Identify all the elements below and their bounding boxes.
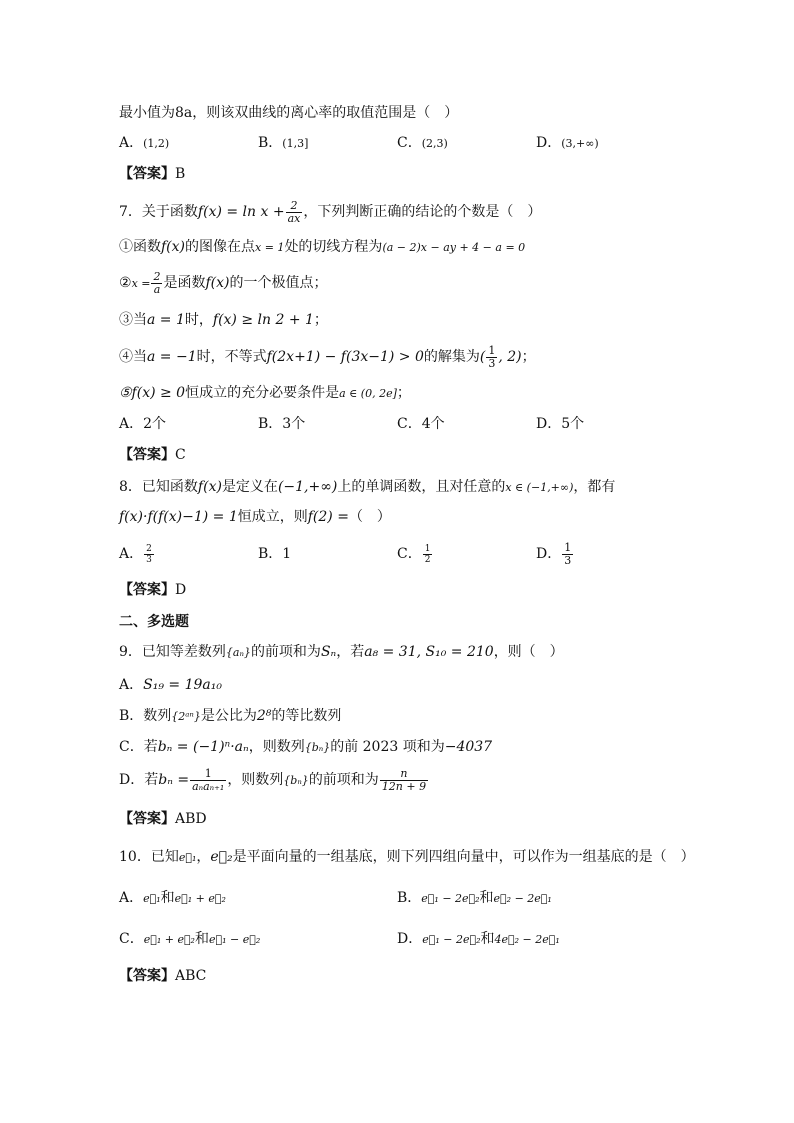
q9-option-a <box>119 675 222 695</box>
text: 数列 <box>143 708 172 724</box>
frac-num: 2 <box>153 269 161 283</box>
math: e⃗₁ − 2e⃗₂ <box>421 892 480 905</box>
q9-stem <box>119 642 564 663</box>
math: x = 1 <box>255 241 285 254</box>
text: 是定义在 <box>221 479 278 495</box>
math: {bₙ} <box>283 774 309 787</box>
option-fraction <box>423 544 433 565</box>
math: bₙ = <box>158 772 190 788</box>
option-text: (1,3] <box>282 137 309 150</box>
q7-func: f(x) = ln x + <box>197 204 285 220</box>
q8-option-a <box>119 540 155 568</box>
option-label: A． <box>119 416 144 432</box>
frac-den: 12n + 9 <box>381 779 427 793</box>
option-label: A． <box>119 135 144 151</box>
text: 和 <box>160 890 175 906</box>
option-text: (1,2) <box>143 137 170 150</box>
q7-fraction <box>286 200 303 225</box>
math: Sₙ <box>320 644 337 660</box>
math: a = −1 <box>147 349 197 365</box>
math: a ∈ (0, 2e] <box>339 387 397 400</box>
option-fraction <box>562 542 573 567</box>
text: ④当 <box>119 349 147 365</box>
math: , 2) <box>498 349 522 365</box>
frac-den: 2 <box>424 554 431 565</box>
text: 9．已知等差数列 <box>119 644 226 660</box>
math: (−1,+∞) <box>277 479 338 495</box>
q6-stem <box>119 103 458 123</box>
frac-num: 1 <box>564 540 572 554</box>
option-text: (3,+∞) <box>561 137 599 150</box>
text: 和 <box>194 931 209 947</box>
q7-answer <box>119 445 186 465</box>
math: S₁₉ = 19a₁₀ <box>143 677 222 693</box>
text: 是平面向量的一组基底，则下列四组向量中，可以作为一组基底的是（ ） <box>232 849 695 865</box>
q8-stem <box>119 477 615 498</box>
text: 8．已知函数 <box>119 479 198 495</box>
q9-option-b <box>119 706 341 727</box>
q7-statement-5 <box>119 383 411 404</box>
text: 是函数 <box>163 275 206 291</box>
math: ( <box>479 349 486 365</box>
q10-option-a <box>119 888 226 909</box>
math: e⃗₁ + e⃗₂ <box>174 892 226 905</box>
text: 处的切线方程为 <box>284 239 383 255</box>
math: e⃗₁ <box>178 851 197 864</box>
option-label: A． <box>119 546 144 562</box>
s2-fraction <box>151 271 162 296</box>
q8-answer <box>119 580 186 600</box>
text: ② <box>119 275 132 291</box>
q7-stem <box>119 199 541 225</box>
math: f(x) ≥ ln 2 + 1 <box>212 312 314 328</box>
q10-option-c <box>119 929 260 950</box>
answer-value: ABC <box>175 968 207 984</box>
text: 若 <box>144 772 159 788</box>
q7-stem-text-2: ，下列判断正确的结论的个数是（ ） <box>303 204 542 220</box>
math: ⑤f(x) ≥ 0 <box>119 385 186 401</box>
q6-option-a <box>119 133 169 154</box>
option-label: B． <box>397 890 422 906</box>
math: −4037 <box>444 739 493 755</box>
frac-den: 3 <box>146 554 152 565</box>
text: ，则（ ） <box>493 644 564 660</box>
math: f(x) <box>197 479 222 495</box>
q8-option-d <box>536 540 574 568</box>
q8-stem-2 <box>119 507 391 527</box>
option-label: C． <box>397 135 422 151</box>
q9-option-d <box>119 765 429 796</box>
option-label: B． <box>258 135 283 151</box>
text: ， <box>196 849 211 865</box>
q6-option-d <box>536 133 599 154</box>
frac-den: a <box>153 282 161 296</box>
text: 时，不等式 <box>196 349 267 365</box>
s4-fraction <box>486 345 497 370</box>
math: f(2) = <box>307 509 349 525</box>
math: 2⁸ <box>256 708 272 724</box>
math: x = <box>131 277 151 290</box>
q10-option-b <box>397 888 552 909</box>
frac-num: 1 <box>190 768 226 781</box>
frac-den: ax <box>287 211 301 225</box>
text: ； <box>396 385 411 401</box>
frac-den: aₙaₙ₊₁ <box>192 779 225 793</box>
answer-value: ABD <box>175 811 207 827</box>
frac-num: 1 <box>424 543 431 554</box>
text: 时， <box>184 312 213 328</box>
text: （ ） <box>348 509 391 525</box>
frac-num: 1 <box>488 343 496 357</box>
math: e⃗₁ + e⃗₂ <box>143 933 195 946</box>
math: e⃗₁ <box>143 892 161 905</box>
math: f(x)·f(f(x)−1) = 1 <box>119 509 238 525</box>
text: ； <box>313 312 328 328</box>
frac-den: 3 <box>564 553 572 567</box>
option-label: A． <box>119 890 144 906</box>
q7-option-d <box>536 414 584 434</box>
q6-option-b <box>258 133 308 154</box>
q8-option-b <box>258 540 291 568</box>
answer-value: C <box>175 447 186 463</box>
text: ，则数列 <box>248 739 305 755</box>
text: 的图像在点 <box>185 239 256 255</box>
q7-statement-4 <box>119 344 536 370</box>
frac-num: 2 <box>286 200 303 213</box>
text: 和 <box>479 890 494 906</box>
math: f(x) <box>205 275 230 291</box>
option-label: C． <box>397 546 422 562</box>
q10-answer <box>119 966 206 986</box>
math: {aₙ} <box>225 646 251 659</box>
math: {bₙ} <box>304 741 331 754</box>
math: 4e⃗₂ − 2e⃗₁ <box>494 933 560 946</box>
answer-value: D <box>175 582 187 598</box>
answer-value: B <box>175 166 186 182</box>
option-label: C． <box>119 739 144 755</box>
section-heading: 二、多选题 <box>119 614 189 630</box>
math: a₈ = 31, S₁₀ = 210 <box>364 644 494 660</box>
frac-den: 3 <box>488 356 496 370</box>
q10-option-d <box>397 929 560 950</box>
q6-answer <box>119 164 185 184</box>
q8-option-c <box>397 540 433 568</box>
text: 是公比为 <box>200 708 257 724</box>
text: ①函数 <box>119 239 161 255</box>
text: 若 <box>143 739 158 755</box>
option-label: D． <box>536 135 562 151</box>
answer-tag: 【答案】 <box>119 447 175 463</box>
option-text: 5个 <box>561 416 585 432</box>
text: 10．已知 <box>119 849 179 865</box>
option-label: B． <box>258 546 283 562</box>
text: ，都有 <box>573 479 616 495</box>
q7-stem-text: 7．关于函数 <box>119 204 198 220</box>
q9-option-c <box>119 737 492 758</box>
q7-option-a <box>119 414 166 434</box>
text: 和 <box>480 931 495 947</box>
text: 恒成立，则 <box>237 509 308 525</box>
q6-stem-text: 最小值为8a，则该双曲线的离心率的取值范围是（ ） <box>119 105 459 121</box>
q9-answer <box>119 809 207 829</box>
frac-num: n <box>380 768 428 781</box>
text: ； <box>521 349 536 365</box>
option-label: D． <box>536 416 562 432</box>
option-text: 2个 <box>143 416 167 432</box>
option-text: (2,3) <box>421 137 448 150</box>
option-label: B． <box>258 416 283 432</box>
math: e⃗₁ − e⃗₂ <box>208 933 261 946</box>
q7-statement-2 <box>119 270 328 297</box>
math: (a − 2)x − ay + 4 − a = 0 <box>382 241 526 254</box>
q10-stem <box>119 847 695 868</box>
answer-tag: 【答案】 <box>119 811 175 827</box>
option-label: C． <box>397 416 422 432</box>
option-label: D． <box>536 546 562 562</box>
answer-tag: 【答案】 <box>119 166 175 182</box>
answer-tag: 【答案】 <box>119 968 175 984</box>
math: f(x) <box>161 239 186 255</box>
text: ，若 <box>336 644 365 660</box>
q7-statement-3 <box>119 310 328 330</box>
text: 的解集为 <box>423 349 480 365</box>
option-label: A． <box>119 677 144 693</box>
text: 的前 2023 项和为 <box>330 739 445 755</box>
option-label: C． <box>119 931 144 947</box>
q7-statement-1 <box>119 237 525 258</box>
option-fraction <box>144 544 154 565</box>
math: f(2x+1) − f(3x−1) > 0 <box>266 349 424 365</box>
q6-option-c <box>397 133 448 154</box>
text: ，则数列 <box>227 772 284 788</box>
option-text: 3个 <box>282 416 306 432</box>
math: e⃗₂ − 2e⃗₁ <box>493 892 552 905</box>
option-text: 1 <box>282 546 292 562</box>
q7-option-c <box>397 414 445 434</box>
option-label: D． <box>119 772 145 788</box>
math: e⃗₂ <box>210 849 233 865</box>
text: 恒成立的充分必要条件是 <box>185 385 340 401</box>
option-label: B． <box>119 708 144 724</box>
d-result-fraction <box>380 768 428 793</box>
frac-num: 2 <box>146 543 152 554</box>
text: 的前项和为 <box>308 772 379 788</box>
text: 的等比数列 <box>271 708 342 724</box>
option-label: D． <box>397 931 423 947</box>
math: a = 1 <box>147 312 185 328</box>
text: ③当 <box>119 312 147 328</box>
text: 的前项和为 <box>250 644 321 660</box>
d-fraction <box>190 768 226 793</box>
text: 上的单调函数，且对任意的 <box>337 479 506 495</box>
math: bₙ = (−1)ⁿ·aₙ <box>157 739 249 755</box>
option-text: 4个 <box>421 416 445 432</box>
math: e⃗₁ − 2e⃗₂ <box>422 933 481 946</box>
text: 的一个极值点； <box>229 275 328 291</box>
answer-tag: 【答案】 <box>119 582 175 598</box>
math: {2ᵃⁿ} <box>171 710 201 723</box>
math: x ∈ (−1,+∞) <box>505 481 574 494</box>
q7-option-b <box>258 414 305 434</box>
